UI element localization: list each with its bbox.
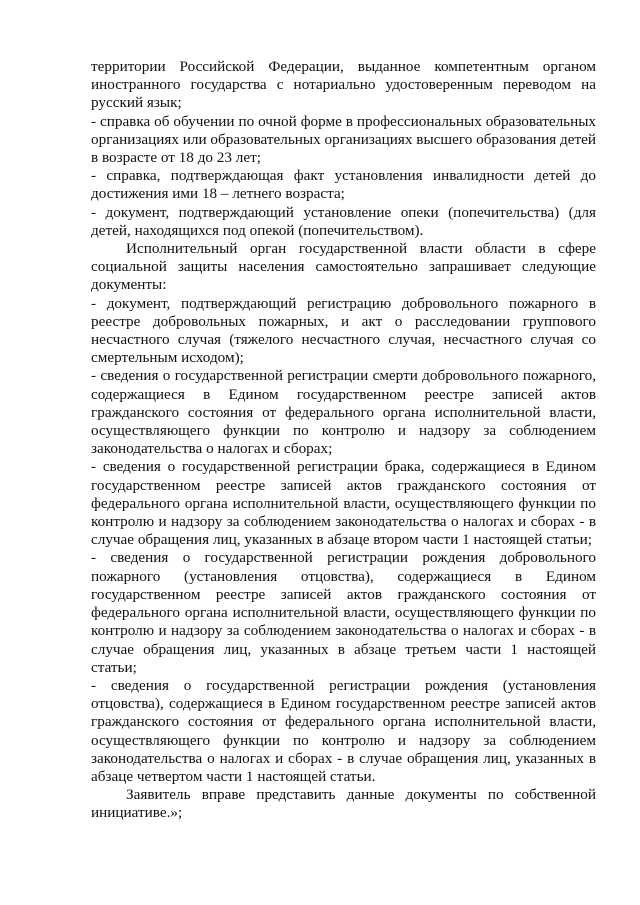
paragraph-study-certificate: - справка об обучении по очной форме в профессиональных образовательных организациях или образовательных организациях высшего образования детей в возрасте от 18 до 23 лет; bbox=[91, 112, 596, 167]
document-page bbox=[91, 58, 596, 823]
paragraph-death-registration: - сведения о государственной регистрации смерти добровольного пожарного, содержащиеся в Едином государственном реестре записей актов гражданского состояния от федерального органа исполнительной власти, осуществляющего функции по контролю и надзору за соблюдением законодательства о налогах и сборах; bbox=[91, 367, 596, 458]
paragraph-applicant-initiative: Заявитель вправе представить данные документы по собственной инициативе.»; bbox=[91, 786, 596, 822]
paragraph-marriage-registration: - сведения о государственной регистрации брака, содержащиеся в Едином государственном реестре записей актов гражданского состояния от федерального органа исполнительной власти, осуществляющего функции по контролю и надзору за соблюдением законодательства о налогах и сборах - в случае обращения лиц, указанных в абзаце втором части 1 настоящей статьи; bbox=[91, 458, 596, 549]
paragraph-firefighter-registration: - документ, подтверждающий регистрацию добровольного пожарного в реестре добровольных пожарных, и акт о расследовании группового несчастного случая (тяжелого несчастного случая, несчастного случая со смертельным исходом); bbox=[91, 294, 596, 367]
paragraph-firefighter-birth-registration: - сведения о государственной регистрации рождения добровольного пожарного (установления отцовства), содержащиеся в Едином государственном реестре записей актов гражданского состояния от федерального органа исполнительной власти, осуществляющего функции по контролю и надзору за соблюдением законодательства о налогах и сборах - в случае обращения лиц, указанных в абзаце третьем части 1 настоящей статьи; bbox=[91, 549, 596, 676]
paragraph-guardianship-document: - документ, подтверждающий установление опеки (попечительства) (для детей, находящихся под опекой (попечительством). bbox=[91, 203, 596, 239]
paragraph-foreign-document: территории Российской Федерации, выданное компетентным органом иностранного государства с нотариально удостоверенным переводом на русский язык; bbox=[91, 58, 596, 112]
paragraph-disability-certificate: - справка, подтверждающая факт установления инвалидности детей до достижения ими 18 – летнего возраста; bbox=[91, 167, 596, 203]
paragraph-requested-documents-intro: Исполнительный орган государственной власти области в сфере социальной защиты населения самостоятельно запрашивает следующие документы: bbox=[91, 240, 596, 294]
paragraph-birth-registration: - сведения о государственной регистрации рождения (установления отцовства), содержащиеся в Едином государственном реестре записей актов гражданского состояния от федерального органа исполнительной власти, осуществляющего функции по контролю и надзору за соблюдением законодательства о налогах и сборах - в случае обращения лиц, указанных в абзаце четвертом части 1 настоящей статьи. bbox=[91, 676, 596, 785]
